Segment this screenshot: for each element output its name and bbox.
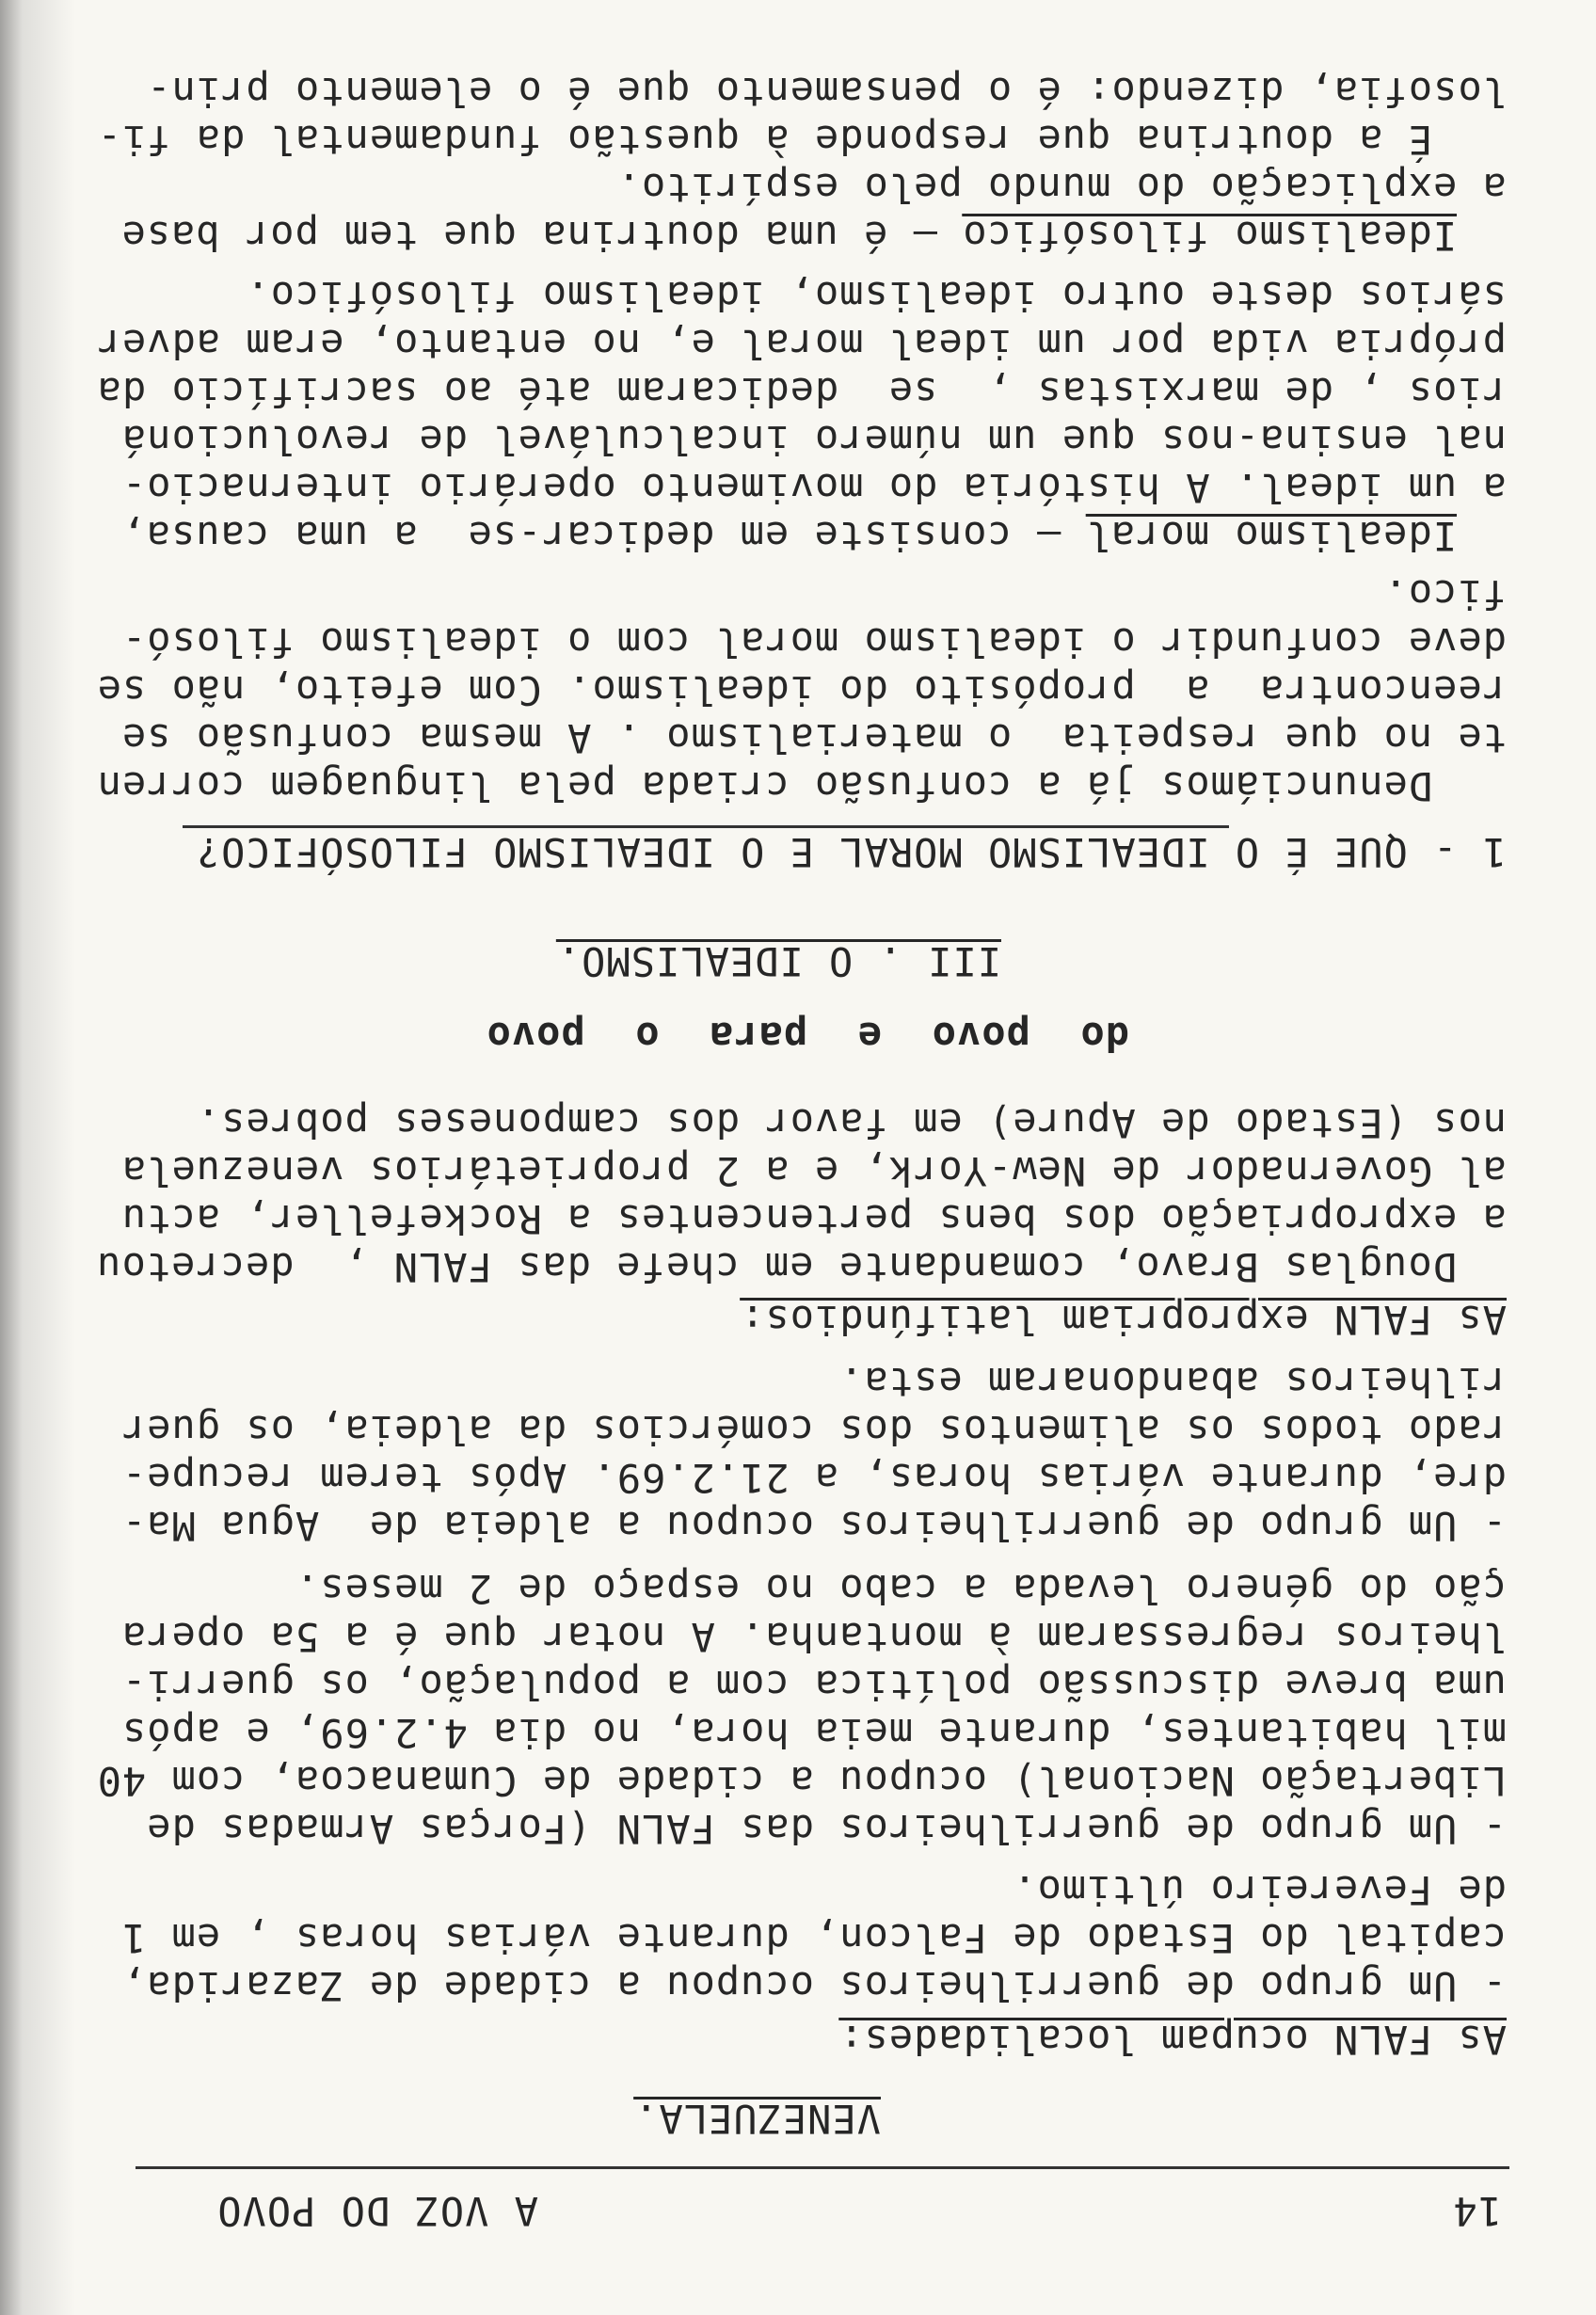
idealism-para1-line: deve confundir o idealismo moral com o idealismo filosó- <box>120 619 1507 665</box>
philosophical-idealism-line <box>120 213 1457 259</box>
idealism-para2-line: própria vida por um ideal moral e, no entanto, eram adver <box>96 321 1507 367</box>
occupy-heading: As FALN ocupam localidades: <box>838 2017 1507 2063</box>
idealism-para2-line: a um ideal. A história do movimento operário internacio- <box>120 465 1507 511</box>
publication-title: A VOZ DO POVO <box>216 2188 538 2234</box>
idealism-para2-line: rios , de marxistas , se dedicaram até ao sacrifício da <box>96 369 1507 415</box>
occupy-item2-line: Libertação Nacional) ocupou a cidade de Cumanacoa, com 40 <box>96 1758 1507 1804</box>
occupy-item2-line: lheiros regressaram à montanha. A notar que é a 5a opera <box>120 1614 1507 1660</box>
moral-idealism-line <box>120 513 1457 559</box>
occupy-item3-line: dre, durante várias horas, a 21.2.69. Após terem recupe- <box>120 1455 1507 1501</box>
scan-shadow-edge <box>0 0 75 2315</box>
idealism-para2-line: sários deste outro idealismo, idealismo filosófico. <box>245 273 1507 319</box>
philosophical-idealism-term: Idealismo filosófico <box>962 213 1457 259</box>
occupy-item2-line: uma breve discussão política com a população, os guerri- <box>120 1662 1507 1708</box>
idealism-para1-line: reencontra a propósito do idealismo. Com efeito, não se <box>96 667 1507 713</box>
occupy-item3-line: rado todos os alimentos dos comércios da aldeia, os guer <box>120 1407 1507 1453</box>
occupy-item2-line: ção do género levada a cabo no espaço de 2 meses. <box>294 1566 1507 1612</box>
philosophical-idealism-definition: — é uma doutrina que tem por base <box>120 213 963 259</box>
question-rule <box>183 825 1229 828</box>
slogan: do povo e para o povo <box>486 1014 1129 1060</box>
expropriate-line: nos (Estado de Apure) em favor dos camponeses pobres. <box>195 1100 1507 1146</box>
idealism-para1-line: fico. <box>1382 571 1507 617</box>
idealism-title: III . O IDEALISMO. <box>555 938 1001 984</box>
occupy-item2-line: mil habitantes, durante meia hora, no dia 4.2.69, e após <box>120 1710 1507 1756</box>
expropriate-line: Douglas Bravo, comandante em chefe das FALN , decretou <box>96 1244 1457 1290</box>
idealism-para3-line: É a doutrina que responde à questão fundamental da fi- <box>96 117 1507 163</box>
expropriate-heading: As FALN expropriam latifúndios: <box>740 1297 1507 1343</box>
idealism-para3-line: losofia, dizendo: é o pensamento que é o elemento prin- <box>146 69 1507 115</box>
idealism-para3-line: a explicação do mundo pelo espírito. <box>615 165 1507 211</box>
occupy-item3-line: rilheiros abandonaram esta. <box>838 1359 1507 1405</box>
header-rule <box>136 2166 1509 2169</box>
expropriate-line: a expropriação dos bens pertencentes a Rockefeller, actu <box>120 1196 1507 1242</box>
occupy-item3-line: - Um grupo de guerrilheiros ocupou a aldeia de Agua Ma- <box>120 1503 1507 1549</box>
occupy-item1-line: - Um grupo de guerrilheiros ocupou a cidade de Zazarida, <box>120 1963 1507 2009</box>
occupy-item1-line: de Fevereiro último. <box>1012 1867 1507 1913</box>
page-number: 14 <box>1452 2188 1502 2234</box>
idealism-para2-line: nal ensina-nos que um número incalculável de revolucioná <box>120 417 1507 463</box>
moral-idealism-term: Idealismo moral <box>1085 513 1457 559</box>
idealism-para1-line: Denunciámos já a confusão criada pela linguagem corren <box>96 763 1507 809</box>
idealism-question-title: 1 - QUE É O IDEALISMO MORAL E O IDEALISMO FILOSÓFICO? <box>195 829 1507 875</box>
expropriate-line: al Governador de New-York, e a 2 proprietários venezuela <box>120 1148 1507 1194</box>
venezuela-title: VENEZUELA. <box>633 2096 881 2142</box>
occupy-item2-line: - Um grupo de guerrilheiros das FALN (Forças Armadas de <box>146 1806 1507 1852</box>
moral-idealism-definition: — consiste em dedicar-se a uma causa, <box>120 513 1086 559</box>
occupy-item1-line: capital do Estado de Falcon, durante várias horas , em 1 <box>120 1915 1507 1961</box>
idealism-para1-line: te no que respeita o materialismo . A mesma confusão se <box>120 715 1507 761</box>
